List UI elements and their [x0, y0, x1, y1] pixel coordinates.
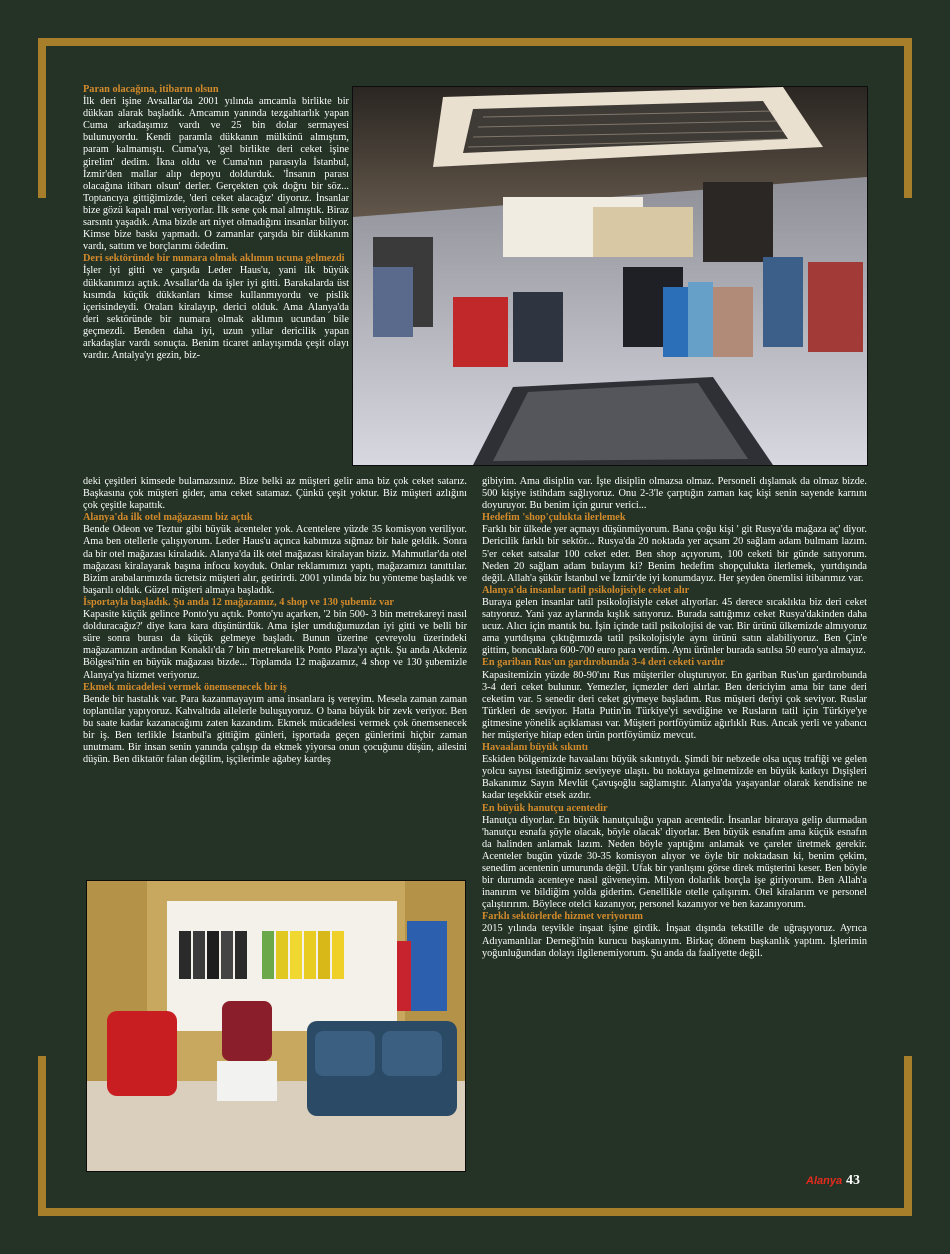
- frame-top: [38, 38, 912, 46]
- section-heading: Alanya'da ilk otel mağazasını biz açtık: [83, 512, 253, 524]
- page-footer: [806, 1173, 866, 1191]
- section-paragraph: Bende bir hastalık var. Para kazanmayayım ama insanlara iş vereyim. Mesela zaman zaman toplantılar yapıyoruz. Kahvaltıda ailelerle buluşuyoruz. O bana büyük bir zevk veriyor. Ben bu saate kadar kazanacağımı zaten kazandım. Ekmek mücadelesi vermek çok önemsenecek bir iş. Ben terlikle İstanbul'a gittiğim günleri, işportada geçen günlerimi hiçbir zaman unutmam. Bir insan senin yanında çalışıp da ekmek yiyorsa onun çocuğunu düşün, ailesini düşün. Ben diktatör falan değilim, işçilerimle ağabey kardeş: [83, 693, 467, 766]
- section-paragraph: 2015 yılında teşvikle inşaat işine girdik. İnşaat dışında tekstille de uğraşıyoruz. Ayrıca Adıyamanlılar Derneği'nin kurucu başkanıyım. Birkaç dönem başkanlık yaptım. İşlerimin yoğunluğundan dolayı ilgilenemiyorum. Şu anda da faaliyette değil.: [482, 923, 867, 959]
- section-paragraph: Kapasite küçük gelince Ponto'yu açtık. Ponto'yu açarken, '2 bin 500- 3 bin metrekareyi nasıl dolduracağız?' diye kara kara düşünürdük. Ama işler umduğumuzdan iyi gitti ve belli bir süre sonra burası da küçük gelmeye başladı. Bunun üzerine çevreyolu üzerindeki mağazamızın ardından Konaklı'da 7 bin metrekarelik Ponto Plaza'yı açtık. Şu anda Akdeniz Bölgesi'nin en büyük mağazası bizde... Toplamda 12 mağazamız, 4 shop ve 130 şubemizle Alanya'ya hizmet veriyoruz.: [83, 609, 467, 681]
- section-heading: Havaalanı büyük sıkıntı: [482, 742, 588, 754]
- section-paragraph: İlk deri işine Avsallar'da 2001 yılında amcamla birlikte bir dükkan alarak başladık. Amcamın yanında tezgahtarlık yapan Cuma arkadaşımız vardı ve 25 bin dolar sermayesi bulunuyordu. Kendi paramla dükkanın mülkünü almıştım, param kalmamıştı. Cuma'ya, 'gel birlikte deri ceket işine girelim' dedim. İkna oldu ve Cuma'nın parasıyla İstanbul, İzmir'den mallar alıp depoyu doldurduk. 'İnsanın parası olacağına itibarı olsun' derler. Gerçekten çok doğru bir söz... Toptancıya gittiğimizde, 'deri ceket alacağız' diyoruz. İnsanlar bize gözü kapalı mal veriyorlar. İlk sene çok mal almıştık. Biraz sarsıntı yaşadık. Ama bizde art niyet olmadığını insanlar biliyor. Kimse bize baskı yapmadı. O zamanlar çarşıda bir dükkanım vardı, sattım ve borçlarımı ödedim.: [83, 96, 349, 253]
- section-heading: Ekmek mücadelesi vermek önemsenecek bir iş: [83, 681, 287, 693]
- frame-right: [904, 38, 912, 198]
- section-heading: Deri sektöründe bir numara olmak aklımın ucuna gelmezdi: [83, 253, 345, 265]
- section-heading: Alanya'da insanlar tatil psikolojisiyle ceket alır: [482, 584, 690, 596]
- page-number: 43: [846, 1173, 860, 1188]
- section-paragraph: Buraya gelen insanlar tatil psikolojisiyle ceket alıyorlar. 45 derece sıcaklıkta biz deri ceket satıyoruz. Yani yaz aylarında kışlık satıyoruz. Burada sattığımız ceket Rusya'dakinden daha ucuz. Alıcı için mantık bu. İşin içinde tatil psikolojisi de var. Bir ürünü ülkemizde almıyoruz ama yurtdışına çıktığımızda tatil psikolojisiyle aynı ürünü satın alabiliyoruz. Ben Çin'e gittim, boncuklara 600-700 euro para verdim. Aynı ürünler burada satılsa 50 euro'ya almayız.: [482, 596, 867, 657]
- frame-bottom-left: [38, 1056, 46, 1216]
- frame-bottom-right: [904, 1056, 912, 1216]
- section-heading: Farklı sektörlerde hizmet veriyorum: [482, 911, 643, 923]
- left-top-column: [83, 84, 349, 362]
- section-heading: Hedefim 'shop'çulukta ilerlemek: [482, 512, 626, 524]
- section-heading: İsportayla başladık. Şu anda 12 mağazamız, 4 shop ve 130 şubemiz var: [83, 596, 394, 608]
- section-paragraph: deki çeşitleri kimsede bulamazsınız. Bize belki az müşteri gelir ama biz çok ceket satarız. Başkasına çok müşteri gider, ama ceket satamaz. Çünkü çeşit yoktur. Biz müşteri azlığını çok çeşitle kapattık.: [83, 476, 467, 512]
- section-paragraph: Bende Odeon ve Teztur gibi büyük acenteler yok. Acentelere yüzde 35 komisyon veriliyor. Ama ben otellerle çalışıyorum. Leder Haus'u açınca kabımıza sığmaz bir hale geldik. Sonra da bir otel mağazası kiraladık. Alanya'da ilk otel mağazası kiralayan biziz. Mahmutlar'da otel mağazası kiralayarak başına infocu koyduk. Onlar reklamımızı yaptı, mağazamızı tanıttılar. Bizim arabalarımızda ücretsiz müşteri alır, getirirdi. 2001 yılında biz bu yönteme başladık ve başarılı olduk. Güzel müşteri almaya başladık.: [83, 524, 467, 596]
- section-paragraph: Hanutçu diyorlar. En büyük hanutçuluğu yapan acentedir. İnsanlar biraraya gelip durmadan 'hanutçu esnafa şöyle olacak, böyle olacak' diyorlar. Ben büyük esnafım ama küçük esnafın da halinden anlamak lazım. Neden böyle yaptığını anlamak ve çareler üretmek gerekir. Acenteler bugün yüzde 30-35 komisyon alıyor ve öyle bir noktadasın ki, benim çekim, senedim acentenin umurunda değil. Ufak bir yanlışını görse direk müşterini keser. Ben böyle bir durumda acenteye nasıl güveneyim. Milyon dolarlık borçla işe giriyorum. Ben Allah'a inanırım ve bildiğim yolda giderim. Genellikle otelle çalışırım. Otel kiralarım ve personel çalıştırırım. Böylece otelci kazanıyor, personel kazanıyor ve ben kazanıyorum.: [482, 814, 867, 911]
- section-paragraph: İşler iyi gitti ve çarşıda Leder Haus'u, yani ilk büyük dükkanımızı açtık. Avsallar'da da işler iyi gitti. Barakalarda üst kısımda küçük dükkanları kimse kullanmıyordu ve pislik içerisindeydi. Oraları kiralayıp, derici olduk. Ama Alanya'da deri sektöründe bir numara olmak aklımın ucundan bile geçmezdi. Benden daha iyi, uzun yıllar dericilik yapan arkadaşlar vardı sonuçta. Benim ticaret anlayışımda çeşit olayı vardır. Antalya'yı gezin, biz-: [83, 265, 349, 362]
- section-paragraph: Kapasitemizin yüzde 80-90'ını Rus müşteriler oluşturuyor. En gariban Rus'un gardırobunda 3-4 deri ceket bulunur. Yemezler, içmezler deri alırlar. Ben dericiyim ama bir tane deri ceketim var. 5 senedir deri ceket giymeye başladım. Rus müşteri deriyi çok seviyor. Ruslar Türkleri de seviyor. Hatta Putin'in Türkiye'yi sevdiğine ve Rusların tatil için Türkiye'ye gitmesine yönelik açıklaması var. Müşteri portföyümüz ağırlıklı Rus. Ancak yerli ve yabancı her müşteriye hitap eden ürün portföyümüz mevcut.: [482, 669, 867, 741]
- frame-bottom: [38, 1208, 912, 1216]
- section-paragraph: Farklı bir ülkede yer açmayı düşünmüyorum. Bana çoğu kişi ' git Rusya'da mağaza aç' diyor. Dericilik farklı bir sektör... Rusya'da 20 noktada yer açsam 20 sağlam adam bulmam lazım. 5'er ceket satsalar 100 ceket eder. Ben shop açıyorum, 100 ceketi bir günde satıyorum. Neden 20 sağlam adam bulayım ki? Benim hedefim shopçulukta ilerlemek, yurtdışında değil. Allah'a şükür İstanbul ve İzmir'de iyi konumdayız. Her şeyden önemlisi itibarımız var.: [482, 524, 867, 584]
- section-paragraph: gibiyim. Ama disiplin var. İşte disiplin olmazsa olmaz. Personeli dışlamak da olmaz bizde. 500 kişiye istihdam sağlıyoruz. Onu 2-3'le çarptığın zaman kaç kişi senin sayende karnını doyuruyor. Bu benim için gurur verici...: [482, 476, 867, 512]
- store-interior-photo: [352, 86, 868, 466]
- section-paragraph: Eskiden bölgemizde havaalanı büyük sıkıntıydı. Şimdi bir nebzede olsa uçuş trafiği ve gelen yolcu sayısı istediğimiz seviyeye ulaştı. bu noktaya gelmemizde en büyük katkıyı Dışişleri Bakanımız Sayın Mevlüt Çavuşoğlu sağlamıştır. Alanya'da yaşayanlar olarak kendisine ne kadar teşekkür etsek azdır.: [482, 754, 867, 802]
- section-heading: En büyük hanutçu acentedir: [482, 802, 608, 814]
- lounge-photo: [86, 880, 466, 1172]
- section-heading: En gariban Rus'un gardırobunda 3-4 deri ceketi vardır: [482, 657, 725, 669]
- magazine-logo: Alanya: [806, 1175, 843, 1187]
- section-heading: Paran olacağına, itibarın olsun: [83, 84, 219, 95]
- right-column: [482, 476, 867, 960]
- frame-left: [38, 38, 46, 198]
- left-bottom-column: [83, 476, 467, 766]
